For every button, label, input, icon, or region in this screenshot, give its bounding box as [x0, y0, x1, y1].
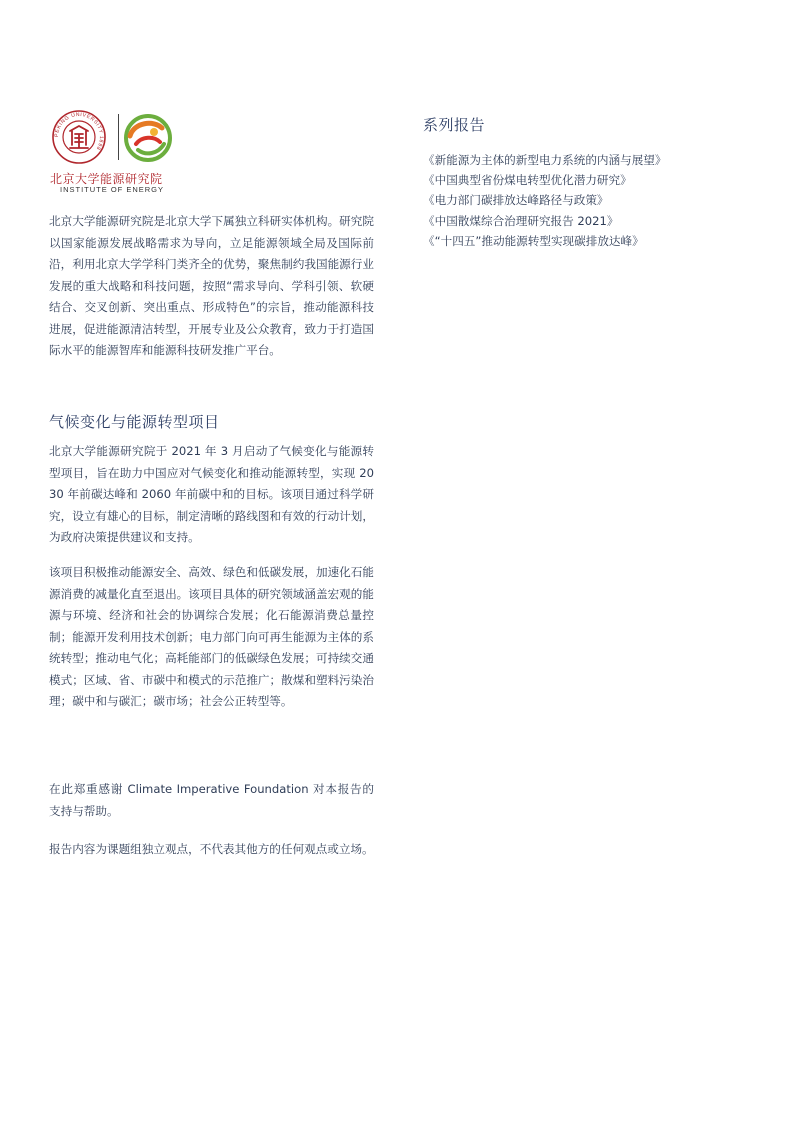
logo-divider [118, 114, 119, 160]
disclaimer-paragraph: 报告内容为课题组独立观点，不代表其他方的任何观点或立场。 [49, 842, 374, 856]
series-report-item: 《“十四五”推动能源转型实现碳排放达峰》 [423, 233, 644, 248]
peking-university-seal-icon [52, 110, 106, 164]
series-report-item: 《电力部门碳排放达峰路径与政策》 [423, 193, 609, 208]
logo-chinese-name: 北京大学能源研究院 [50, 172, 163, 186]
series-report-item: 《中国典型省份煤电转型优化潜力研究》 [423, 173, 632, 188]
institute-logo [52, 110, 192, 196]
svg-text:PEKING UNIVERSITY 1898: PEKING UNIVERSITY 1898 [53, 111, 105, 152]
series-report-list [423, 150, 723, 251]
project-heading: 气候变化与能源转型项目 [49, 413, 220, 431]
energy-institute-emblem-icon [124, 114, 172, 162]
series-report-item: 《中国散煤综合治理研究报告 2021》 [423, 213, 619, 228]
project-paragraph-2: 该项目积极推动能源安全、高效、绿色和低碳发展，加速化石能源消费的减量化直至退出。该项目具体的研究领域涵盖宏观的能源与环境、经济和社会的协调综合发展；化石能源消费总量控制；能源开发利用技术创新；电力部门向可再生能源为主体的系统转型；推动电气化；高耗能部门的低碳绿色发展；可持续交通模式；区域、省、市碳中和模式的示范推广；散煤和塑料污染治理；碳中和与碳汇；碳市场；社会公正转型等。 [49, 565, 374, 708]
series-heading: 系列报告 [423, 116, 486, 134]
acknowledgement-paragraph: 在此郑重感谢 Climate Imperative Foundation 对本报告的支持与帮助。 [49, 782, 374, 818]
logo-english-name: INSTITUTE OF ENERGY [60, 185, 165, 194]
project-paragraph-1: 北京大学能源研究院于 2021 年 3 月启动了气候变化与能源转型项目，旨在助力中国应对气候变化和推动能源转型，实现 2030 年前碳达峰和 2060 年前碳中和的目标。该项目通过科学研究，设立有雄心的目标，制定清晰的路线图和有效的行动计划，为政府决策提供建议和支持。 [49, 444, 374, 544]
series-reports-section [423, 114, 723, 251]
series-report-item: 《新能源为主体的新型电力系统的内涵与展望》 [423, 153, 667, 167]
institute-intro-paragraph: 北京大学能源研究院是北京大学下属独立科研实体机构。研究院以国家能源发展战略需求为导向，立足能源领域全局及国际前沿，利用北京大学学科门类齐全的优势，聚焦制约我国能源行业发展的重大战略和科技问题，按照“需求导向、学科引领、软硬结合、交叉创新、突出重点、形成特色”的宗旨，推动能源科技进展，促进能源清洁转型，开展专业及公众教育，致力于打造国际水平的能源智库和能源科技研发推广平台。 [49, 214, 374, 357]
